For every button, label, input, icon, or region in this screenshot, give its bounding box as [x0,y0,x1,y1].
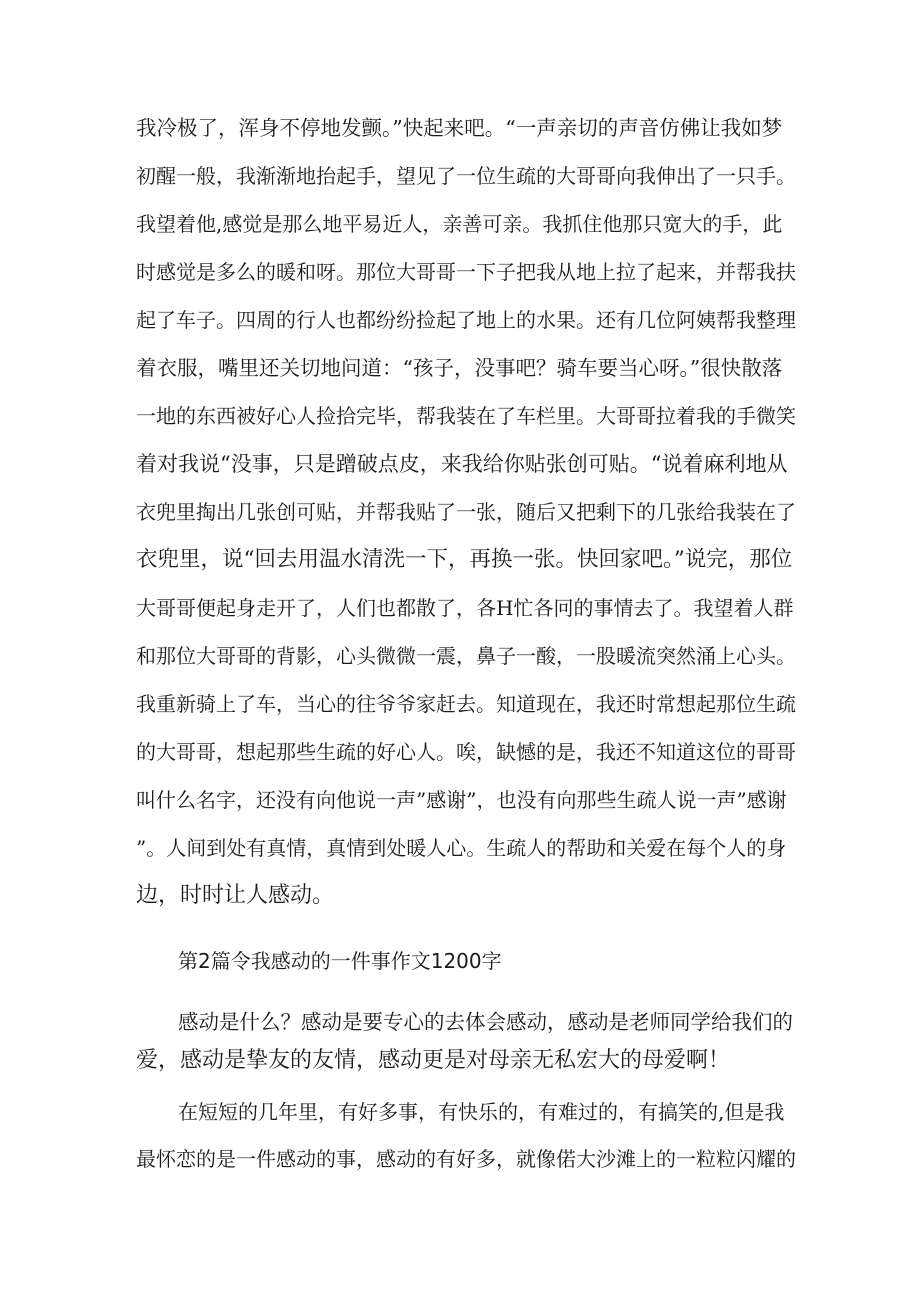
text-line: 我冷极了，浑身不停地发颤。”快起来吧。“一声亲切的声音仿佛让我如梦 [136,116,783,140]
text-line: 爱，感动是挚友的友情，感动更是对母亲无私宏大的母爱啊！ [136,1048,731,1073]
text-line: 时感觉是多么的暖和呀。那位大哥哥一下子把我从地上拉了起来，并帮我扶 [136,260,796,284]
text-line: 着对我说“没事，只是蹭破点皮，来我给你贴张创可贴。“说着麻利地从 [136,452,788,476]
text-line: 一地的东西被好心人捡拾完毕，帮我装在了车栏里。大哥哥拉着我的手微笑 [136,404,796,428]
text-line: ”。人间到处有真情，真情到处暖人心。生疏人的帮助和关爱在每个人的身 [136,836,787,860]
text-line: 我望着他,感觉是那么地平易近人，亲善可亲。我抓住他那只宽大的手，此 [136,212,783,236]
text-line: 起了车子。四周的行人也都纷纷捡起了地上的水果。还有几位阿姨帮我整理 [136,308,796,332]
text-line: 最怀恋的是一件感动的事，感动的有好多，就像偌大沙滩上的一粒粒闪耀的 [136,1147,796,1171]
text-line: 衣兜里掏出几张创可贴，并帮我贴了一张，随后又把剩下的几张给我装在了 [136,500,796,524]
text-line: 感动是什么？感动是要专心的去体会感动，感动是老师同学给我们的 [178,1010,793,1034]
text-line: 着衣服，嘴里还关切地问道：“孩子，没事吧？骑车要当心呀。”很快散落 [136,356,783,380]
text-line: 叫什么名字，还没有向他说一声”感谢”，也没有向那些生疏人说一声”感谢 [136,788,787,812]
text-line: 的大哥哥，想起那些生疏的好心人。唉，缺憾的是，我还不知道这位的哥哥 [136,740,796,764]
section-heading: 第2篇令我感动的一件事作文1200字 [178,949,502,973]
text-line: 初醒一般，我渐渐地抬起手，望见了一位生疏的大哥哥向我伸出了一只手。 [136,164,796,188]
text-line: 和那位大哥哥的背影，心头微微一震，鼻子一酸，一股暖流突然涌上心头。 [136,644,796,668]
text-line: 衣兜里，说“回去用温水清洗一下，再换一张。快回家吧。”说完，那位 [136,547,793,572]
text-line: 我重新骑上了车，当心的往爷爷家赶去。知道现在，我还时常想起那位生疏 [136,692,796,716]
text-line: 边，时时让人感动。 [136,883,335,908]
text-line: 在短短的几年里，有好多事，有快乐的，有难过的，有搞笑的,但是我 [178,1100,785,1124]
text-line: 大哥哥便起身走开了，人们也都散了，各H忙各冋的事情去了。我望着人群 [136,596,794,620]
